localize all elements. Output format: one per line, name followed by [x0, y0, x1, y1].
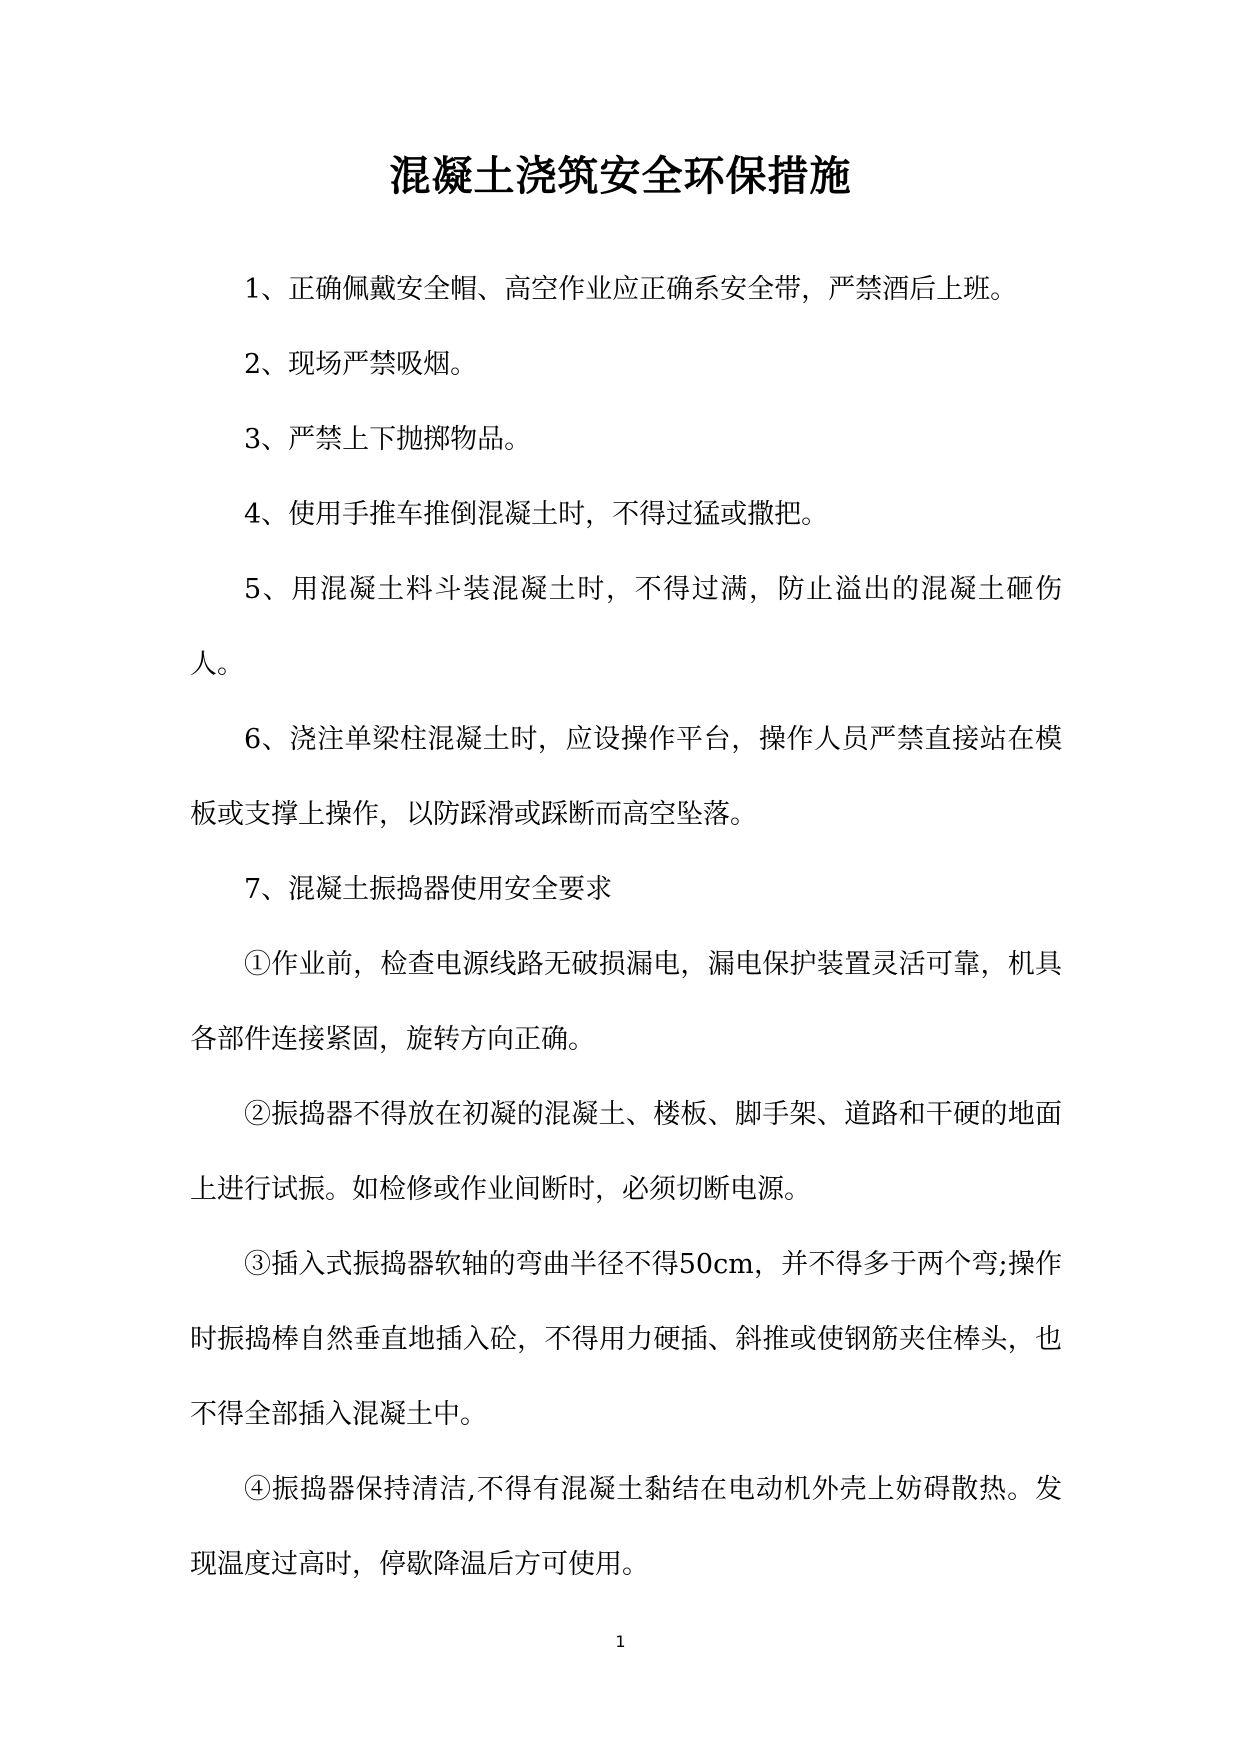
paragraph-3: 3、严禁上下抛掷物品。 — [244, 424, 532, 455]
paragraph-7-1: ①作业前，检查电源线路无破损漏电，漏电保护装置灵活可靠，机具各部件连接紧固，旋转方向正确。 — [190, 949, 1062, 1055]
document-title: 混凝土浇筑安全环保措施 — [389, 152, 852, 200]
paragraph-1: 1、正确佩戴安全帽、高空作业应正确系安全带，严禁酒后上班。 — [244, 274, 1018, 305]
paragraph-4: 4、使用手推车推倒混凝土时，不得过猛或撒把。 — [244, 499, 829, 530]
paragraph-2: 2、现场严禁吸烟。 — [244, 349, 478, 380]
paragraph-7-3: ③插入式振捣器软轴的弯曲半径不得50cm，并不得多于两个弯;操作时振捣棒自然垂直地插入砼，不得用力硬插、斜推或使钢筋夹住棒头，也不得全部插入混凝土中。 — [190, 1249, 1062, 1430]
paragraph-7-2: ②振捣器不得放在初凝的混凝土、楼板、脚手架、道路和干硬的地面上进行试振。如检修或作业间断时，必须切断电源。 — [190, 1099, 1062, 1205]
paragraph-6: 6、浇注单梁柱混凝土时，应设操作平台，操作人员严禁直接站在模板或支撑上操作，以防踩滑或踩断而高空坠落。 — [190, 724, 1062, 830]
document-body — [190, 252, 1062, 1602]
page-number: 1 — [615, 1632, 626, 1651]
paragraph-7: 7、混凝土振捣器使用安全要求 — [244, 874, 613, 905]
paragraph-5: 5、用混凝土料斗装混凝土时，不得过满，防止溢出的混凝土砸伤人。 — [190, 574, 1062, 680]
paragraph-7-4: ④振捣器保持清洁,不得有混凝土黏结在电动机外壳上妨碍散热。发现温度过高时，停歇降温后方可使用。 — [190, 1474, 1062, 1580]
